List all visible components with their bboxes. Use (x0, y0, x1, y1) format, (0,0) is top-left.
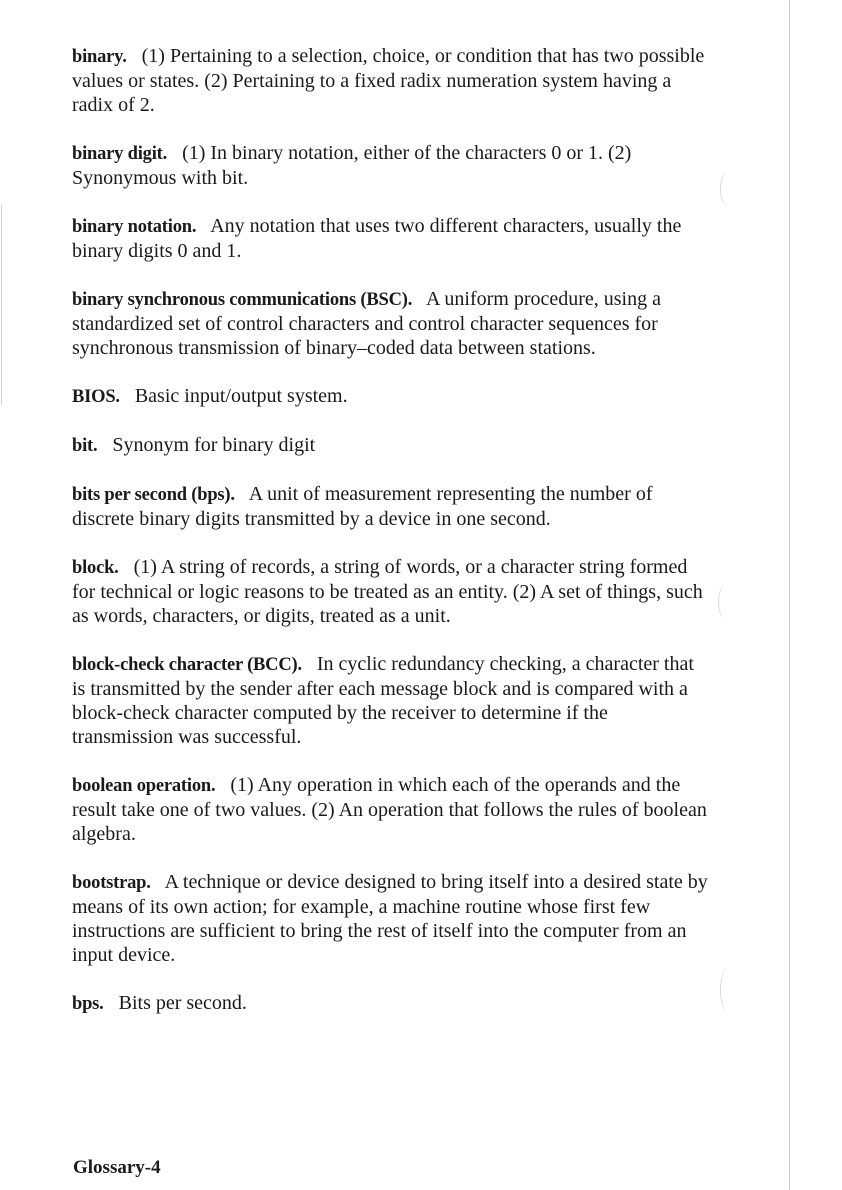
glossary-definition: (1) Pertaining to a selection, choice, or condition that has two possible values or states. (2) Pertaining to a fixed radix numeration system having a radix of 2. (72, 45, 705, 116)
glossary-entry-binary-digit (72, 141, 712, 190)
glossary-definition: Any notation that uses two different characters, usually the binary digits 0 and 1. (72, 215, 682, 262)
glossary-term: bps. (72, 994, 104, 1014)
glossary-entry-block (72, 555, 712, 628)
glossary-definition: A uniform procedure, using a standardized set of control characters and control character sequences for synchronous transmission of binary–coded data between stations. (72, 288, 661, 359)
glossary-entry-bit (72, 433, 712, 458)
glossary-entry-bootstrap (72, 870, 712, 967)
glossary-definition: In cyclic redundancy checking, a character that is transmitted by the sender after each message block and is compared with a block-check character computed by the receiver to determine if the transmission was successful. (72, 653, 694, 748)
glossary-term: binary notation. (72, 217, 197, 237)
glossary-definition: A unit of measurement representing the number of discrete binary digits transmitted by a device in one second. (72, 483, 653, 530)
glossary-term: bit. (72, 436, 98, 456)
glossary-term: BIOS. (72, 387, 120, 407)
glossary-definition: Synonym for binary digit (112, 434, 316, 456)
glossary-definition: (1) Any operation in which each of the operands and the result take one of two values. (2) An operation that follows the rules of boolean algebra. (72, 774, 707, 845)
glossary-term: binary. (72, 47, 127, 67)
glossary-definition: (1) A string of records, a string of words, or a character string formed for technical or logic reasons to be treated as an entity. (2) A set of things, such as words, characters, or digits, treated as a unit. (72, 556, 703, 627)
page-footer-label: Glossary-4 (73, 1157, 161, 1178)
glossary-definition: (1) In binary notation, either of the characters 0 or 1. (2) Synonymous with bit. (72, 142, 632, 189)
glossary-entry-bps-long (72, 482, 712, 531)
glossary-entry-bps (72, 991, 712, 1016)
glossary-entry-bios (72, 384, 712, 409)
scan-edge-left (1, 205, 2, 405)
glossary-term: boolean operation. (72, 776, 216, 796)
glossary-term: binary digit. (72, 144, 168, 164)
glossary-term: binary synchronous communications (BSC). (72, 290, 413, 310)
glossary-term: block. (72, 558, 119, 578)
glossary-term: block-check character (BCC). (72, 655, 302, 675)
glossary-definition: Basic input/output system. (134, 385, 348, 407)
glossary-definition: A technique or device designed to bring itself into a desired state by means of its own action; for example, a machine routine whose first few instructions are sufficient to bring the rest of itself into the computer from an input device. (72, 871, 708, 966)
scan-mark (718, 585, 733, 619)
glossary-entry-boolean-operation (72, 773, 712, 846)
glossary-term: bits per second (bps). (72, 485, 235, 505)
scan-mark (720, 172, 735, 206)
glossary-definition: Bits per second. (118, 992, 247, 1014)
glossary-entry-binary-notation (72, 214, 712, 263)
glossary-entry-binary (72, 44, 712, 117)
glossary-entries (72, 44, 712, 1040)
scan-edge-right (789, 0, 790, 1190)
scan-mark (720, 968, 735, 1012)
glossary-term: bootstrap. (72, 873, 151, 893)
glossary-entry-bcc (72, 652, 712, 749)
glossary-entry-bsc (72, 287, 712, 360)
